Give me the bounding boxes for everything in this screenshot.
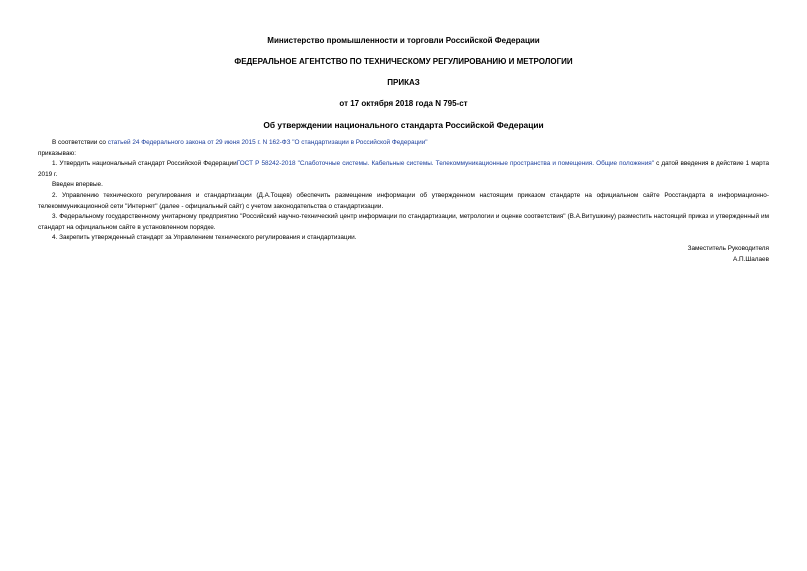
document-body <box>38 138 769 244</box>
date-number-heading: от 17 октября 2018 года N 795-ст <box>339 99 468 108</box>
gost-standard-link[interactable]: ГОСТ Р 58242-2018 "Слаботочные системы. Кабельные системы. Телекоммуникационные пространства и помещения. Общие положения" <box>236 160 654 168</box>
law-article-link[interactable]: статьей 24 Федерального закона от 29 июня 2015 г. N 162-ФЗ "О стандартизации в Российской Федерации" <box>107 139 428 146</box>
signature-name: А.П.Шалаев <box>732 255 769 263</box>
order-word: приказываю: <box>38 149 76 157</box>
item-1-suffix: с датой введения в действие 1 марта 2019 г. <box>38 160 769 178</box>
ministry-heading: Министерство промышленности и торговли Российской Федерации <box>267 36 540 45</box>
item-2: 2. Управлению технического регулирования и стандартизации (Д.А.Тощев) обеспечить размещение информации об утвержденном настоящим приказом стандарте на официальном сайте Росстандарта в информационно-телекоммуникационной сети "Интернет" (далее - официальный сайт) с учетом законодательства о стандартизации. <box>38 191 769 210</box>
subject-heading: Об утверждении национального стандарта Российской Федерации <box>263 120 544 130</box>
agency-heading: ФЕДЕРАЛЬНОЕ АГЕНТСТВО ПО ТЕХНИЧЕСКОМУ РЕГУЛИРОВАНИЮ И МЕТРОЛОГИИ <box>234 57 573 66</box>
item-3: 3. Федеральному государственному унитарному предприятию "Российский научно-технический центр информации по стандартизации, метрологии и оценке соответствия" (В.А.Витушкину) разместить настоящий приказ и утвержденный им стандарт на официальном сайте в установленном порядке. <box>38 213 769 231</box>
preamble-prefix: В соответствии со <box>52 139 108 146</box>
introduced-note: Введен впервые. <box>52 181 103 189</box>
doc-type-heading: ПРИКАЗ <box>387 78 420 87</box>
item-1-prefix: 1. Утвердить национальный стандарт Российской Федерации <box>52 160 237 168</box>
preamble-paragraph <box>38 138 769 149</box>
item-1 <box>38 159 769 180</box>
item-4: 4. Закрепить утвержденный стандарт за Управлением технического регулирования и стандартизации. <box>52 234 357 242</box>
signature-position: Заместитель Руководителя <box>687 244 769 252</box>
signature-block <box>38 244 769 265</box>
